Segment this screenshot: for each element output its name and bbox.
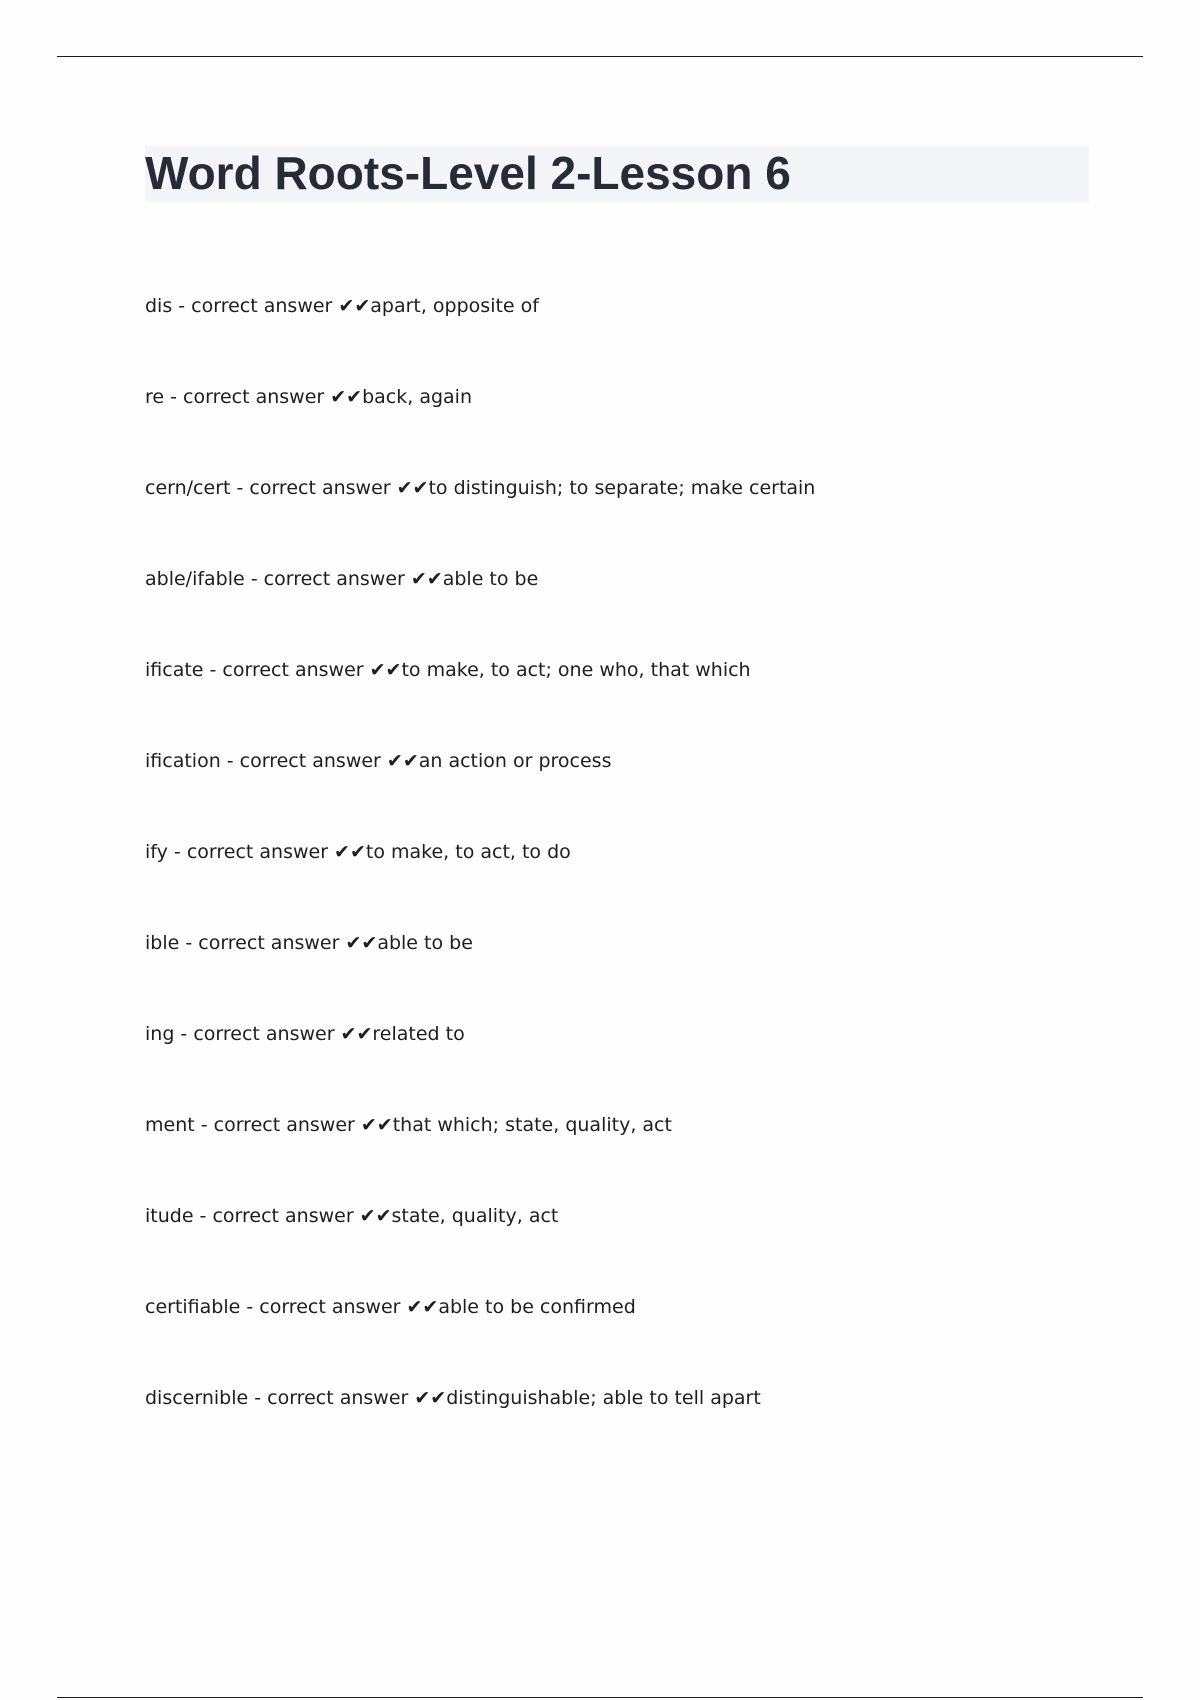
list-item: certifiable - correct answer ✔✔able to be confirmed <box>145 1296 636 1318</box>
list-item: re - correct answer ✔✔back, again <box>145 386 472 408</box>
list-item: discernible - correct answer ✔✔distinguishable; able to tell apart <box>145 1387 761 1409</box>
top-divider <box>57 56 1143 57</box>
list-item: ing - correct answer ✔✔related to <box>145 1023 465 1045</box>
list-item: cern/cert - correct answer ✔✔to distinguish; to separate; make certain <box>145 477 816 499</box>
list-item: ificate - correct answer ✔✔to make, to act; one who, that which <box>145 659 751 681</box>
list-item: able/ifable - correct answer ✔✔able to be <box>145 568 539 590</box>
list-item: itude - correct answer ✔✔state, quality, act <box>145 1205 559 1227</box>
list-item: ification - correct answer ✔✔an action or process <box>145 750 612 772</box>
list-item: ible - correct answer ✔✔able to be <box>145 932 473 954</box>
document-title: Word Roots-Level 2-Lesson 6 <box>145 147 791 199</box>
list-item: ment - correct answer ✔✔that which; state, quality, act <box>145 1114 672 1136</box>
qa-list <box>145 291 815 1474</box>
bottom-divider <box>57 1697 1143 1698</box>
list-item: ify - correct answer ✔✔to make, to act, to do <box>145 841 571 863</box>
list-item: dis - correct answer ✔✔apart, opposite of <box>145 295 539 317</box>
